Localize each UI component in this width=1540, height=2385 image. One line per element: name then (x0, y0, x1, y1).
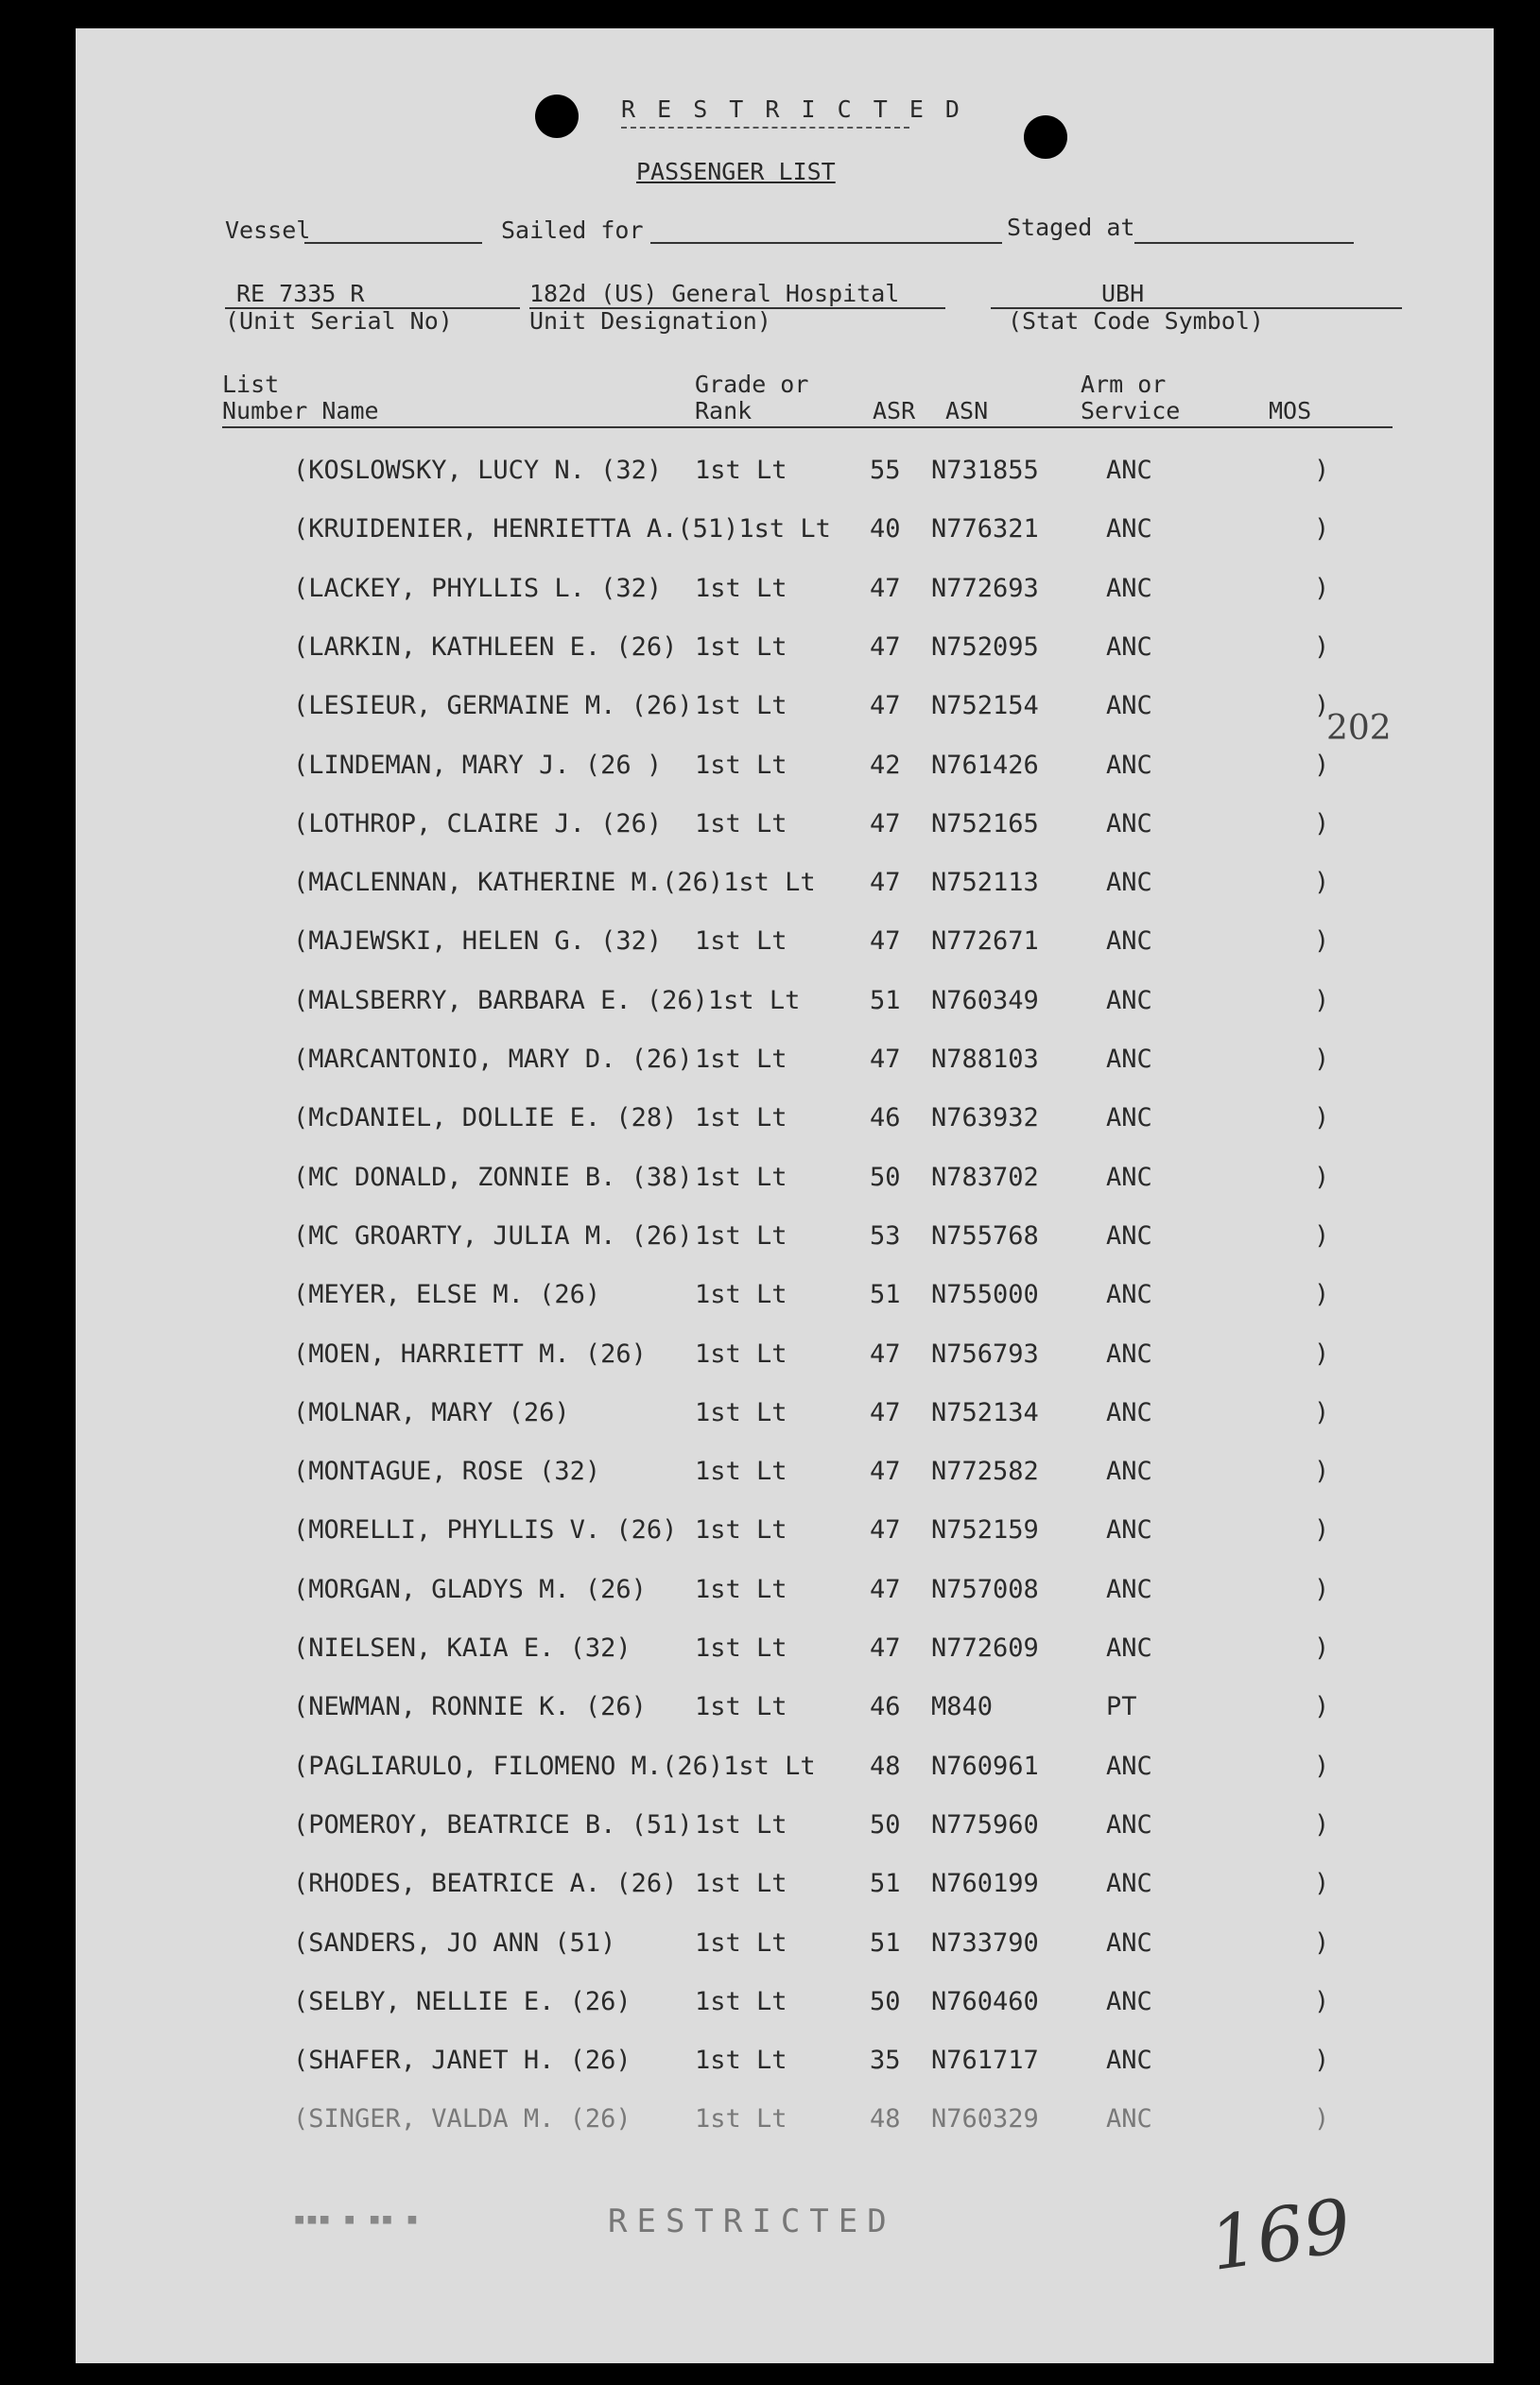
table-row (76, 2104, 1494, 2142)
passenger-asr: 47 (870, 926, 901, 956)
passenger-name: (LARKIN, KATHLEEN E. (26) (293, 632, 678, 662)
passenger-rank: 1st Lt (695, 1633, 787, 1663)
table-row (76, 1103, 1494, 1141)
passenger-arm: PT (1106, 1692, 1137, 1721)
col-mos: MOS (1269, 397, 1312, 424)
passenger-asr: 47 (870, 574, 901, 603)
passenger-name: (SHAFER, JANET H. (26) (293, 2046, 632, 2075)
row-bracket: ) (1314, 1280, 1330, 1309)
stat-code: UBH (1101, 280, 1145, 307)
passenger-arm: ANC (1106, 2046, 1152, 2075)
vessel-label: Vessel (225, 216, 311, 244)
passenger-name: (MALSBERRY, BARBARA E. (26)1st Lt (293, 986, 801, 1015)
passenger-rank: 1st Lt (695, 1280, 787, 1309)
document-page (76, 28, 1494, 2363)
passenger-asr: 47 (870, 1398, 901, 1427)
col-arm-or: Arm or (1081, 371, 1167, 398)
row-bracket: ) (1314, 926, 1330, 956)
table-row (76, 1575, 1494, 1613)
passenger-arm: ANC (1106, 1869, 1152, 1898)
col-grade-or: Grade or (695, 371, 809, 398)
passenger-name: (MOLNAR, MARY (26) (293, 1398, 570, 1427)
punch-hole-left (535, 95, 579, 138)
passenger-rank: 1st Lt (695, 1339, 787, 1369)
table-row (76, 868, 1494, 906)
passenger-rank: 1st Lt (695, 1103, 787, 1132)
passenger-asn: N731855 (931, 456, 1039, 485)
row-bracket: ) (1314, 632, 1330, 662)
passenger-asn: N752095 (931, 632, 1039, 662)
sailed-for-label: Sailed for (501, 216, 644, 244)
passenger-asn: N760349 (931, 986, 1039, 1015)
passenger-arm: ANC (1106, 1457, 1152, 1486)
passenger-asr: 47 (870, 868, 901, 897)
punch-hole-right (1024, 115, 1067, 159)
row-bracket: ) (1314, 868, 1330, 897)
table-row (76, 1633, 1494, 1671)
passenger-rank: 1st Lt (695, 456, 787, 485)
table-row (76, 809, 1494, 847)
passenger-name: (POMEROY, BEATRICE B. (51) (293, 1810, 693, 1840)
passenger-arm: ANC (1106, 809, 1152, 838)
passenger-arm: ANC (1106, 691, 1152, 720)
passenger-arm: ANC (1106, 632, 1152, 662)
passenger-name: (MONTAGUE, ROSE (32) (293, 1457, 601, 1486)
passenger-asr: 35 (870, 2046, 901, 2075)
table-row (76, 1221, 1494, 1259)
row-bracket: ) (1314, 514, 1330, 544)
passenger-asr: 47 (870, 1515, 901, 1545)
passenger-asr: 53 (870, 1221, 901, 1251)
passenger-asn: N783702 (931, 1163, 1039, 1192)
passenger-rank: 1st Lt (695, 2046, 787, 2075)
passenger-rank: 1st Lt (695, 1045, 787, 1074)
passenger-arm: ANC (1106, 456, 1152, 485)
passenger-asn: N752113 (931, 868, 1039, 897)
passenger-arm: ANC (1106, 574, 1152, 603)
table-row (76, 1810, 1494, 1848)
passenger-rank: 1st Lt (695, 809, 787, 838)
passenger-name: (MC GROARTY, JULIA M. (26) (293, 1221, 693, 1251)
passenger-rank: 1st Lt (695, 926, 787, 956)
passenger-name: (MAJEWSKI, HELEN G. (32) (293, 926, 663, 956)
passenger-rank: 1st Lt (695, 1692, 787, 1721)
table-row (76, 1398, 1494, 1436)
row-bracket: ) (1314, 1398, 1330, 1427)
unit-designation: 182d (US) General Hospital (529, 280, 900, 307)
passenger-arm: ANC (1106, 868, 1152, 897)
passenger-arm: ANC (1106, 1045, 1152, 1074)
row-bracket: ) (1314, 691, 1330, 720)
passenger-rank: 1st Lt (695, 691, 787, 720)
col-list: List (222, 371, 280, 398)
row-bracket: ) (1314, 751, 1330, 780)
col-service: Service (1081, 397, 1181, 424)
passenger-asr: 46 (870, 1103, 901, 1132)
passenger-asr: 48 (870, 2104, 901, 2134)
passenger-name: (MARCANTONIO, MARY D. (26) (293, 1045, 693, 1074)
passenger-asr: 51 (870, 1280, 901, 1309)
row-bracket: ) (1314, 2104, 1330, 2134)
row-bracket: ) (1314, 1045, 1330, 1074)
passenger-arm: ANC (1106, 1221, 1152, 1251)
passenger-arm: ANC (1106, 1280, 1152, 1309)
row-bracket: ) (1314, 986, 1330, 1015)
passenger-arm: ANC (1106, 926, 1152, 956)
passenger-name: (MEYER, ELSE M. (26) (293, 1280, 601, 1309)
footer-restricted: RESTRICTED (608, 2203, 896, 2240)
passenger-asr: 47 (870, 691, 901, 720)
table-row (76, 1692, 1494, 1730)
passenger-asr: 48 (870, 1752, 901, 1781)
passenger-rank: 1st Lt (695, 1457, 787, 1486)
passenger-arm: ANC (1106, 1752, 1152, 1781)
col-number-name: Number Name (222, 397, 379, 424)
passenger-rank: 1st Lt (695, 1163, 787, 1192)
passenger-asn: N752165 (931, 809, 1039, 838)
table-row (76, 1869, 1494, 1907)
passenger-rank: 1st Lt (695, 632, 787, 662)
passenger-arm: ANC (1106, 1928, 1152, 1958)
passenger-asn: N752154 (931, 691, 1039, 720)
passenger-arm: ANC (1106, 1633, 1152, 1663)
passenger-rank: 1st Lt (695, 2104, 787, 2134)
row-bracket: ) (1314, 1457, 1330, 1486)
passenger-rank: 1st Lt (695, 1987, 787, 2016)
passenger-asn: N760961 (931, 1752, 1039, 1781)
row-bracket: ) (1314, 1515, 1330, 1545)
handwritten-number: 169 (1204, 2184, 1357, 2288)
restricted-underline (621, 127, 909, 129)
passenger-asr: 47 (870, 1633, 901, 1663)
table-row (76, 751, 1494, 788)
vessel-line (304, 242, 482, 244)
row-bracket: ) (1314, 1633, 1330, 1663)
table-row (76, 1987, 1494, 2025)
passenger-asr: 42 (870, 751, 901, 780)
passenger-asn: N761717 (931, 2046, 1039, 2075)
col-asr: ASR (873, 397, 916, 424)
passenger-name: (LINDEMAN, MARY J. (26 ) (293, 751, 663, 780)
passenger-name: (NIELSEN, KAIA E. (32) (293, 1633, 632, 1663)
stat-code-label: (Stat Code Symbol) (1008, 307, 1264, 335)
col-rank: Rank (695, 397, 753, 424)
passenger-asr: 46 (870, 1692, 901, 1721)
table-row (76, 574, 1494, 612)
row-bracket: ) (1314, 1692, 1330, 1721)
passenger-asn: N772671 (931, 926, 1039, 956)
row-bracket: ) (1314, 1987, 1330, 2016)
row-bracket: ) (1314, 1163, 1330, 1192)
passenger-rank: 1st Lt (695, 1398, 787, 1427)
passenger-asr: 40 (870, 514, 901, 544)
row-bracket: ) (1314, 1103, 1330, 1132)
passenger-arm: ANC (1106, 1103, 1152, 1132)
table-row (76, 456, 1494, 493)
restricted-header: R E S T R I C T E D (621, 95, 963, 123)
passenger-name: (SELBY, NELLIE E. (26) (293, 1987, 632, 2016)
table-row (76, 986, 1494, 1024)
passenger-name: (SINGER, VALDA M. (26) (293, 2104, 632, 2134)
passenger-asr: 51 (870, 1928, 901, 1958)
unit-serial-label: (Unit Serial No) (225, 307, 453, 335)
table-row (76, 632, 1494, 670)
passenger-rank: 1st Lt (695, 1810, 787, 1840)
passenger-arm: ANC (1106, 1515, 1152, 1545)
passenger-arm: ANC (1106, 514, 1152, 544)
table-row (76, 514, 1494, 552)
unit-serial: RE 7335 R (236, 280, 365, 307)
passenger-asn: N772693 (931, 574, 1039, 603)
passenger-name: (KRUIDENIER, HENRIETTA A.(51)1st Lt (293, 514, 831, 544)
passenger-asn: N775960 (931, 1810, 1039, 1840)
passenger-rank: 1st Lt (695, 1869, 787, 1898)
passenger-asr: 47 (870, 1339, 901, 1369)
passenger-asr: 51 (870, 1869, 901, 1898)
passenger-rank: 1st Lt (695, 1928, 787, 1958)
row-bracket: ) (1314, 1869, 1330, 1898)
staged-at-line (1134, 242, 1354, 244)
passenger-asn: M840 (931, 1692, 994, 1721)
passenger-asn: N752159 (931, 1515, 1039, 1545)
passenger-asn: N755000 (931, 1280, 1039, 1309)
passenger-asr: 51 (870, 986, 901, 1015)
row-bracket: ) (1314, 809, 1330, 838)
passenger-asn: N752134 (931, 1398, 1039, 1427)
unit-designation-label: Unit Designation) (529, 307, 771, 335)
passenger-arm: ANC (1106, 2104, 1152, 2134)
passenger-asr: 50 (870, 1810, 901, 1840)
passenger-arm: ANC (1106, 1810, 1152, 1840)
passenger-arm: ANC (1106, 1575, 1152, 1604)
row-bracket: ) (1314, 1810, 1330, 1840)
passenger-asr: 50 (870, 1987, 901, 2016)
passenger-name: (LACKEY, PHYLLIS L. (32) (293, 574, 663, 603)
passenger-arm: ANC (1106, 1398, 1152, 1427)
passenger-rank: 1st Lt (695, 574, 787, 603)
row-bracket: ) (1314, 1575, 1330, 1604)
passenger-name: (McDANIEL, DOLLIE E. (28) (293, 1103, 678, 1132)
passenger-rank: 1st Lt (695, 751, 787, 780)
table-row (76, 1163, 1494, 1201)
passenger-arm: ANC (1106, 986, 1152, 1015)
passenger-arm: ANC (1106, 1987, 1152, 2016)
sailed-for-line (650, 242, 1002, 244)
passenger-name: (MC DONALD, ZONNIE B. (38) (293, 1163, 693, 1192)
passenger-name: (MACLENNAN, KATHERINE M.(26)1st Lt (293, 868, 816, 897)
passenger-asn: N756793 (931, 1339, 1039, 1369)
passenger-asn: N763932 (931, 1103, 1039, 1132)
staged-at-label: Staged at (1007, 214, 1135, 241)
document-title: PASSENGER LIST (636, 158, 836, 185)
table-row (76, 1339, 1494, 1377)
passenger-asn: N776321 (931, 514, 1039, 544)
passenger-name: (MOEN, HARRIETT M. (26) (293, 1339, 647, 1369)
passenger-asn: N755768 (931, 1221, 1039, 1251)
passenger-asr: 50 (870, 1163, 901, 1192)
row-bracket: ) (1314, 1221, 1330, 1251)
passenger-asn: N760199 (931, 1869, 1039, 1898)
passenger-rank: 1st Lt (695, 1575, 787, 1604)
passenger-name: (LOTHROP, CLAIRE J. (26) (293, 809, 663, 838)
passenger-asn: N760329 (931, 2104, 1039, 2134)
passenger-asr: 47 (870, 1457, 901, 1486)
row-bracket: ) (1314, 1339, 1330, 1369)
passenger-arm: ANC (1106, 1163, 1152, 1192)
passenger-asn: N733790 (931, 1928, 1039, 1958)
passenger-rank: 1st Lt (695, 1515, 787, 1545)
passenger-asr: 47 (870, 1045, 901, 1074)
row-bracket: ) (1314, 1928, 1330, 1958)
row-bracket: ) (1314, 2046, 1330, 2075)
passenger-asr: 55 (870, 456, 901, 485)
passenger-name: (NEWMAN, RONNIE K. (26) (293, 1692, 647, 1721)
passenger-name: (RHODES, BEATRICE A. (26) (293, 1869, 678, 1898)
passenger-arm: ANC (1106, 1339, 1152, 1369)
passenger-asn: N788103 (931, 1045, 1039, 1074)
passenger-name: (MORELLI, PHYLLIS V. (26) (293, 1515, 678, 1545)
table-row (76, 1515, 1494, 1553)
passenger-asn: N761426 (931, 751, 1039, 780)
stamp-number: 202 (1326, 709, 1392, 748)
passenger-arm: ANC (1106, 751, 1152, 780)
header-rule (222, 426, 1393, 428)
passenger-name: (LESIEUR, GERMAINE M. (26) (293, 691, 693, 720)
footer-form-number: ▪▪▪ ▪ ▪▪ ▪ (293, 2207, 419, 2231)
row-bracket: ) (1314, 456, 1330, 485)
row-bracket: ) (1314, 574, 1330, 603)
table-row (76, 1280, 1494, 1318)
passenger-name: (PAGLIARULO, FILOMENO M.(26)1st Lt (293, 1752, 816, 1781)
passenger-name: (SANDERS, JO ANN (51) (293, 1928, 616, 1958)
table-row (76, 1928, 1494, 1966)
table-row (76, 1045, 1494, 1082)
passenger-name: (KOSLOWSKY, LUCY N. (32) (293, 456, 663, 485)
col-asn: ASN (945, 397, 989, 424)
passenger-rank: 1st Lt (695, 1221, 787, 1251)
table-row (76, 2046, 1494, 2083)
table-row (76, 1752, 1494, 1789)
table-row (76, 1457, 1494, 1495)
row-bracket: ) (1314, 1752, 1330, 1781)
passenger-asn: N772609 (931, 1633, 1039, 1663)
table-row (76, 926, 1494, 964)
passenger-asn: N757008 (931, 1575, 1039, 1604)
passenger-asr: 47 (870, 1575, 901, 1604)
passenger-asn: N760460 (931, 1987, 1039, 2016)
passenger-asn: N772582 (931, 1457, 1039, 1486)
passenger-name: (MORGAN, GLADYS M. (26) (293, 1575, 647, 1604)
table-row (76, 691, 1494, 729)
passenger-asr: 47 (870, 809, 901, 838)
passenger-asr: 47 (870, 632, 901, 662)
